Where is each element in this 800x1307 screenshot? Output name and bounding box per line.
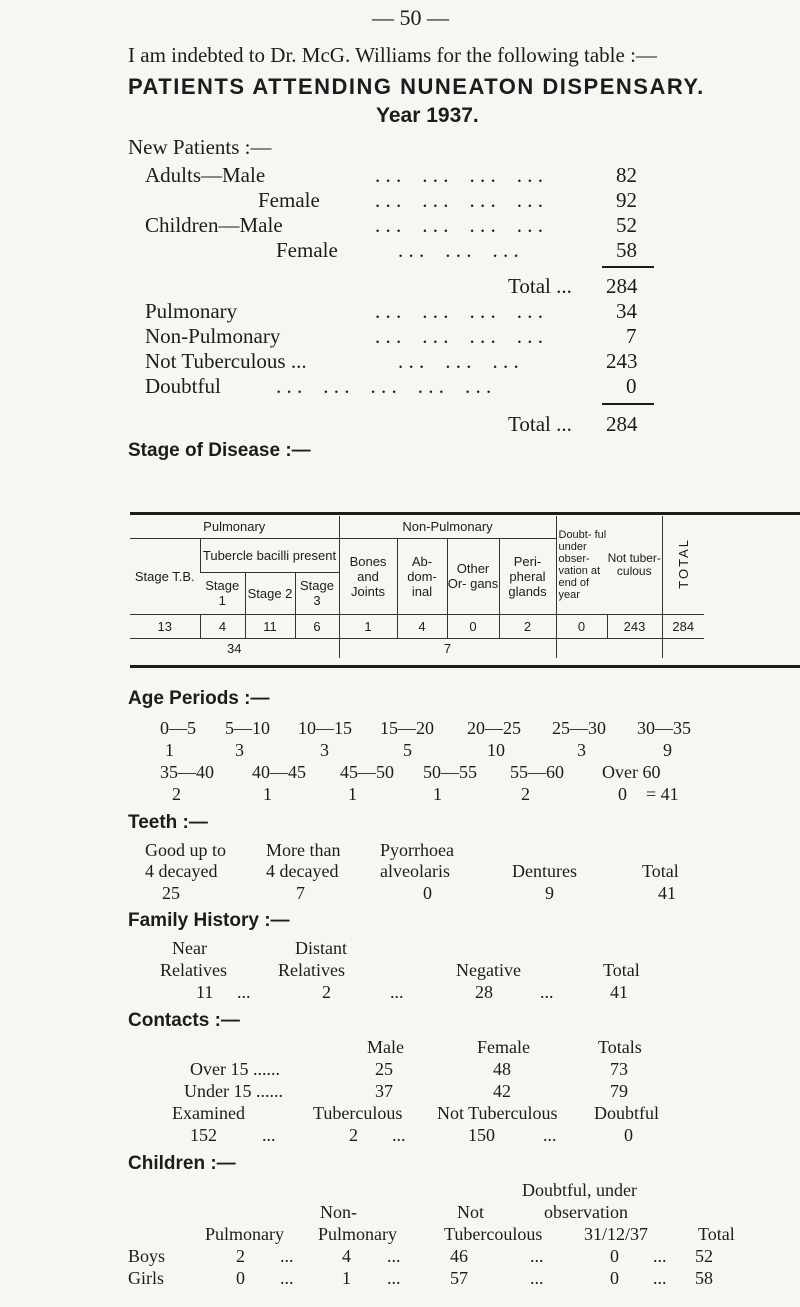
children-value: 2: [236, 1246, 245, 1266]
not-tuberculous-value: 243: [607, 614, 662, 638]
teeth-value: 41: [658, 883, 676, 903]
children-header: Tubercoulous: [444, 1224, 543, 1244]
exam-value: 0: [624, 1125, 633, 1145]
teeth-value: 25: [162, 883, 180, 903]
children-header: 31/12/37: [584, 1224, 649, 1244]
separator: ...: [530, 1268, 544, 1288]
separator: ...: [280, 1268, 294, 1288]
separator: ...: [653, 1268, 667, 1288]
contacts-col-header: Female: [477, 1037, 530, 1057]
age-periods-heading: Age Periods :—: [128, 688, 270, 709]
leader-dots: . . . . . . . . . . . . . . .: [276, 374, 492, 398]
children-row-label: Boys: [128, 1246, 166, 1266]
age-value: 5: [403, 740, 412, 760]
teeth-value: 9: [545, 883, 554, 903]
doubtful-value: 0: [556, 614, 607, 638]
year-title: Year 1937.: [376, 104, 479, 127]
children-value: 0: [610, 1246, 619, 1266]
age-label: 15—20: [380, 718, 434, 738]
bones-value: 1: [339, 614, 397, 638]
pulmonary-group-header: Pulmonary: [203, 519, 266, 535]
peripheral-glands-header: Peri- pheral glands: [499, 538, 556, 614]
class-value: 0: [626, 374, 637, 398]
contacts-col-header: Totals: [598, 1037, 642, 1057]
separator: ...: [390, 982, 404, 1002]
class-value: 7: [626, 324, 637, 348]
class-label: Pulmonary: [145, 299, 238, 323]
age-value: 3: [235, 740, 244, 760]
class-value: 243: [606, 349, 638, 373]
class-label: Non-Pulmonary: [145, 324, 281, 348]
family-value: 41: [610, 982, 628, 1002]
np-label: Female: [258, 188, 320, 212]
stage-tb-value: 13: [130, 614, 200, 638]
np-label: Adults—Male: [145, 163, 266, 187]
teeth-header: Total: [642, 861, 679, 881]
exam-header: Tuberculous: [313, 1103, 403, 1123]
teeth-value: 0: [423, 883, 432, 903]
abdominal-value: 4: [397, 614, 447, 638]
stage-tb-header: Stage T.B.: [130, 538, 200, 614]
teeth-header: 4 decayed: [145, 861, 218, 881]
stage2-header: Stage 2: [245, 572, 295, 614]
table-bottom-rule: [130, 665, 800, 668]
separator: ...: [387, 1268, 401, 1288]
exam-value: 152: [190, 1125, 217, 1145]
leader-dots: . . . . . . . . .: [398, 349, 519, 373]
np-value: 92: [616, 188, 637, 212]
separator: ...: [530, 1246, 544, 1266]
np-label: Female: [276, 238, 338, 262]
other-organs-header: Other Or- gans: [447, 538, 499, 614]
not-tuberculous-header: Not tuber- culous: [607, 550, 661, 578]
family-header: Distant: [295, 938, 347, 958]
age-value: 3: [320, 740, 329, 760]
age-value: 1: [348, 784, 357, 804]
children-header: Pulmonary: [318, 1224, 397, 1244]
contacts-value: 42: [493, 1081, 511, 1101]
age-label: 35—40: [160, 762, 214, 782]
age-label: 55—60: [510, 762, 564, 782]
stage3-value: 6: [295, 614, 339, 638]
family-value: 11: [196, 982, 214, 1002]
exam-header: Doubtful: [594, 1103, 659, 1123]
contacts-value: 79: [610, 1081, 628, 1101]
separator: ...: [237, 982, 251, 1002]
sum-rule: [602, 403, 654, 405]
bones-header: Bones and Joints: [339, 538, 397, 614]
age-value: 1: [165, 740, 174, 760]
children-header: Doubtful, under: [522, 1180, 637, 1200]
age-label: 40—45: [252, 762, 306, 782]
class-total-label: Total ...: [508, 412, 572, 436]
blank-cell: [556, 638, 607, 658]
contacts-value: 73: [610, 1059, 628, 1079]
family-header: Near: [172, 938, 207, 958]
table-top-rule: [130, 512, 800, 515]
children-value: 0: [236, 1268, 245, 1288]
abdominal-header: Ab- dom- inal: [397, 538, 447, 614]
new-patients-heading: New Patients :—: [128, 135, 272, 159]
age-label: 0—5: [160, 718, 196, 738]
separator: ...: [653, 1246, 667, 1266]
stage1-value: 4: [200, 614, 245, 638]
contacts-value: 48: [493, 1059, 511, 1079]
contacts-row-label: Under 15 ......: [184, 1081, 283, 1101]
intro-text: I am indebted to Dr. McG. Williams for the following table :—: [128, 43, 657, 67]
leader-dots: . . . . . . . . . . . .: [375, 299, 543, 323]
np-total-value: 284: [606, 274, 638, 298]
teeth-header: Pyorrhoea: [380, 840, 454, 860]
np-label: Children—Male: [145, 213, 283, 237]
np-total-label: Total ...: [508, 274, 572, 298]
other-organs-value: 0: [447, 614, 499, 638]
teeth-header: More than: [266, 840, 341, 860]
age-label: 30—35: [637, 718, 691, 738]
family-history-heading: Family History :—: [128, 910, 290, 931]
contacts-value: 25: [375, 1059, 393, 1079]
age-value: 2: [521, 784, 530, 804]
exam-value: 2: [349, 1125, 358, 1145]
contacts-row-label: Over 15 ......: [190, 1059, 280, 1079]
teeth-heading: Teeth :—: [128, 812, 208, 833]
separator: ...: [280, 1246, 294, 1266]
contacts-heading: Contacts :—: [128, 1010, 240, 1031]
np-value: 82: [616, 163, 637, 187]
class-total-value: 284: [606, 412, 638, 436]
stage1-header: Stage 1: [200, 572, 245, 614]
teeth-header: 4 decayed: [266, 861, 339, 881]
leader-dots: . . . . . . . . . . . .: [375, 324, 543, 348]
family-header: Relatives: [160, 960, 227, 980]
children-header: Total: [698, 1224, 735, 1244]
exam-header: Not Tuberculous: [437, 1103, 558, 1123]
class-label: Doubtful: [145, 374, 221, 398]
doubtful-header: Doubt- ful under obser- vation at end of year: [556, 516, 607, 614]
children-value: 46: [450, 1246, 468, 1266]
stage-heading: Stage of Disease :—: [128, 440, 311, 461]
children-header: Not: [457, 1202, 484, 1222]
stage3-header: Stage 3: [295, 572, 339, 614]
contacts-col-header: Male: [367, 1037, 404, 1057]
sum-rule: [602, 266, 654, 268]
age-value: 10: [487, 740, 505, 760]
leader-dots: . . . . . . . . . . . .: [375, 163, 543, 187]
non-pulmonary-subtotal: 7: [339, 638, 556, 658]
separator: ...: [540, 982, 554, 1002]
children-header: observation: [544, 1202, 628, 1222]
blank-cell: [662, 638, 704, 658]
blank-cell: [607, 638, 662, 658]
family-header: Negative: [456, 960, 521, 980]
age-value: 2: [172, 784, 181, 804]
separator: ...: [387, 1246, 401, 1266]
children-value: 1: [342, 1268, 351, 1288]
np-value: 58: [616, 238, 637, 262]
children-value: 57: [450, 1268, 468, 1288]
age-total: = 41: [646, 784, 679, 804]
age-label: 50—55: [423, 762, 477, 782]
age-label: 25—30: [552, 718, 606, 738]
page-title: PATIENTS ATTENDING NUNEATON DISPENSARY.: [128, 74, 705, 99]
age-value: 1: [263, 784, 272, 804]
teeth-header: alveolaris: [380, 861, 450, 881]
exam-value: 150: [468, 1125, 495, 1145]
age-label: 5—10: [225, 718, 270, 738]
class-value: 34: [616, 299, 637, 323]
age-value: 9: [663, 740, 672, 760]
family-header: Total: [603, 960, 640, 980]
total-header: TOTAL: [662, 516, 704, 614]
separator: ...: [543, 1125, 557, 1145]
leader-dots: . . . . . . . . . . . .: [375, 213, 543, 237]
age-label: 20—25: [467, 718, 521, 738]
age-label: Over 60: [602, 762, 661, 782]
family-header: Relatives: [278, 960, 345, 980]
contacts-value: 37: [375, 1081, 393, 1101]
bacilli-header: Tubercle bacilli present: [200, 538, 339, 572]
blank-col: [704, 516, 800, 658]
teeth-header: Dentures: [512, 861, 577, 881]
exam-header: Examined: [172, 1103, 245, 1123]
leader-dots: . . . . . . . . .: [398, 238, 519, 262]
children-value: 58: [695, 1268, 713, 1288]
teeth-value: 7: [296, 883, 305, 903]
page-number: — 50 —: [372, 5, 449, 30]
total-value: 284: [662, 614, 704, 638]
children-value: 0: [610, 1268, 619, 1288]
non-pulmonary-group-header: Non-Pulmonary: [339, 516, 556, 538]
family-value: 2: [322, 982, 331, 1002]
age-label: 10—15: [298, 718, 352, 738]
leader-dots: . . . . . . . . . . . .: [375, 188, 543, 212]
children-header: Non-: [320, 1202, 357, 1222]
teeth-header: Good up to: [145, 840, 226, 860]
age-label: 45—50: [340, 762, 394, 782]
children-value: 52: [695, 1246, 713, 1266]
children-header: Pulmonary: [205, 1224, 284, 1244]
children-heading: Children :—: [128, 1153, 236, 1174]
peripheral-glands-value: 2: [499, 614, 556, 638]
np-value: 52: [616, 213, 637, 237]
age-value: 1: [433, 784, 442, 804]
stage2-value: 11: [245, 614, 295, 638]
children-value: 4: [342, 1246, 351, 1266]
children-row-label: Girls: [128, 1268, 164, 1288]
class-label: Not Tuberculous ...: [145, 349, 307, 373]
pulmonary-subtotal: 34: [130, 638, 339, 658]
age-value: 0: [618, 784, 627, 804]
family-value: 28: [475, 982, 493, 1002]
separator: ...: [262, 1125, 276, 1145]
age-value: 3: [577, 740, 586, 760]
stage-of-disease-table: [130, 516, 800, 658]
separator: ...: [392, 1125, 406, 1145]
